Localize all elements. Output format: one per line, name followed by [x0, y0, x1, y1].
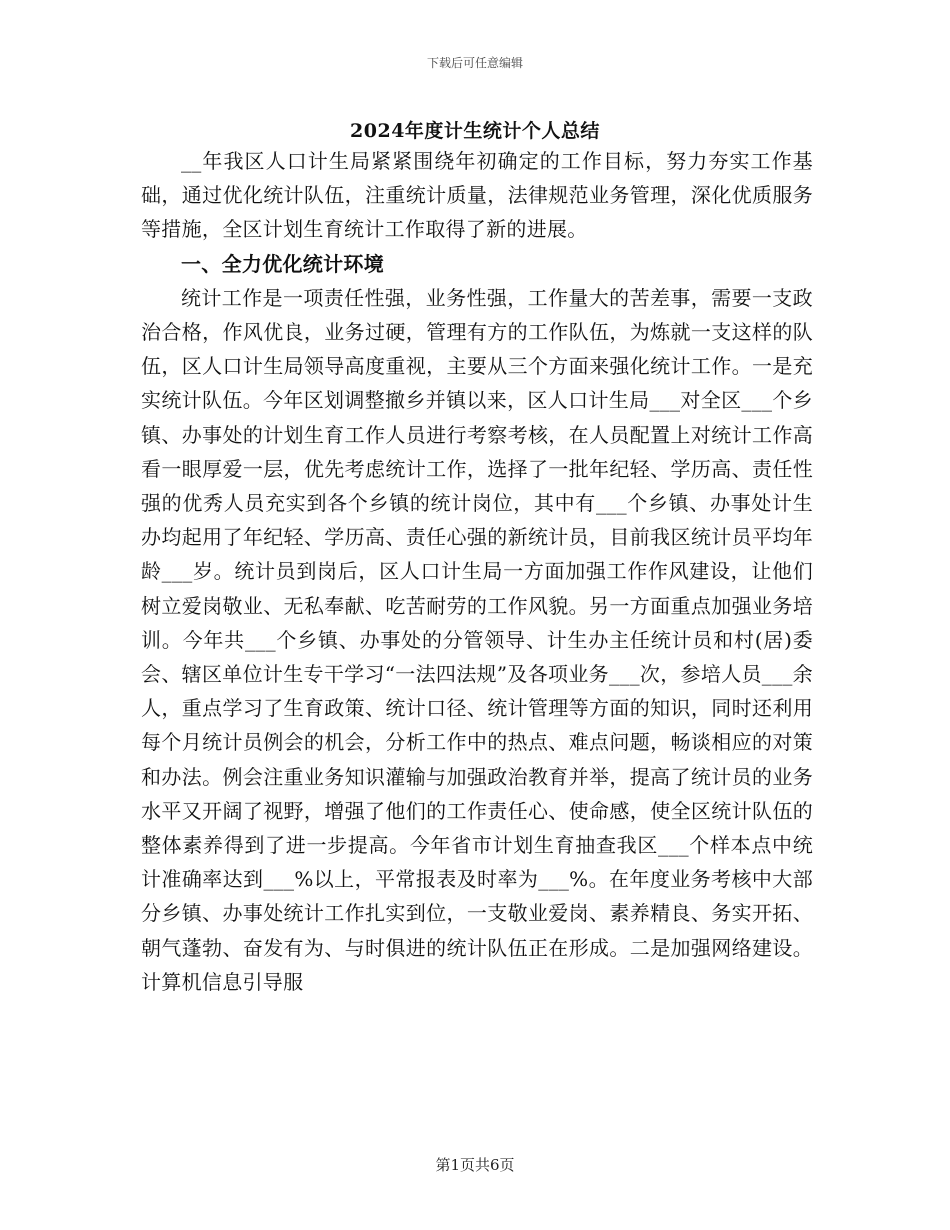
header-note: 下载后可任意编辑: [426, 56, 523, 70]
section-paragraph: 统计工作是一项责任性强，业务性强，工作量大的苦差事，需要一支政治合格，作风优良，业务过硬，管理有方的工作队伍，为炼就一支这样的队伍，区人口计生局领导高度重视，主要从三个方面来强化统计工作。一是充实统计队伍。今年区划调整撤乡并镇以来，区人口计生局___对全区___个乡镇、办事处的计划生育工作人员进行考察考核，在人员配置上对统计工作高看一眼厚爱一层，优先考虑统计工作，选择了一批年纪轻、学历高、责任性强的优秀人员充实到各个乡镇的统计岗位，其中有___个乡镇、办事处计生办均起用了年纪轻、学历高、责任心强的新统计员，目前我区统计员平均年龄___岁。统计员到岗后，区人口计生局一方面加强工作作风建设，让他们树立爱岗敬业、无私奉献、吃苦耐劳的工作风貌。另一方面重点加强业务培训。今年共___个乡镇、办事处的分管领导、计生办主任统计员和村(居)委会、辖区单位计生专干学习“一法四法规”及各项业务___次，参培人员___余人，重点学习了生育政策、统计口径、统计管理等方面的知识，同时还利用每个月统计员例会的机会，分析工作中的热点、难点问题，畅谈相应的对策和办法。例会注重业务知识灌输与加强政治教育并举，提高了统计员的业务水平又开阔了视野，增强了他们的工作责任心、使命感，使全区统计队伍的整体素养得到了进一步提高。今年省市计划生育抽查我区___个样本点中统计准确率达到___%以上，平常报表及时率为___%。在年度业务考核中大部分乡镇、办事处统计工作扎实到位，一支敬业爱岗、素养精良、务实开拓、朝气蓬勃、奋发有为、与时俱进的统计队伍正在形成。二是加强网络建设。计算机信息引导服: [141, 285, 813, 994]
document-title: 2024年度计生统计个人总结: [350, 120, 600, 142]
page-number: 第1页共6页: [435, 1156, 515, 1174]
section-heading: 一、全力优化统计环境: [181, 251, 384, 276]
document-body: [141, 144, 813, 999]
intro-paragraph: __年我区人口计生局紧紧围绕年初确定的工作目标，努力夯实工作基础，通过优化统计队伍，注重统计质量，法律规范业务管理，深化优质服务等措施，全区计划生育统计工作取得了新的进展。: [141, 149, 813, 242]
